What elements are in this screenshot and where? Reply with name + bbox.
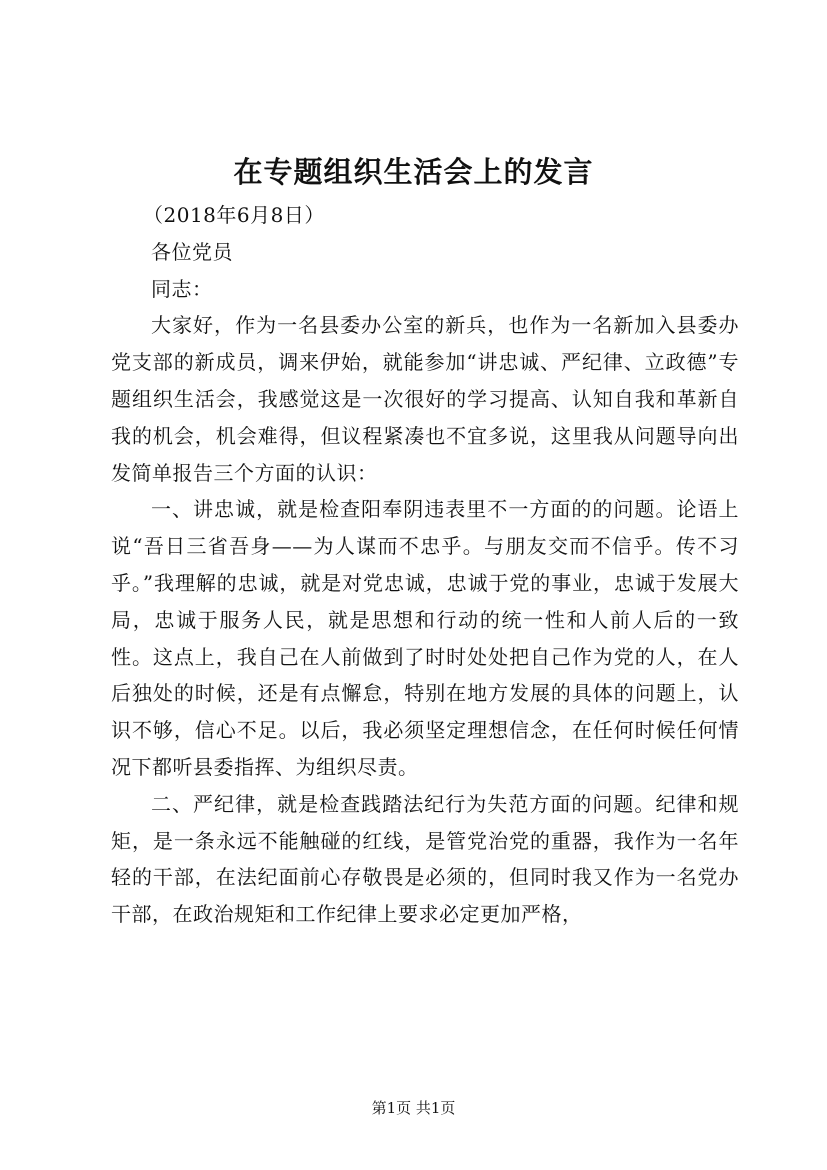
body-paragraph: 大家好，作为一名县委办公室的新兵，也作为一名新加入县委办党支部的新成员，调来伊始，就能参加“讲忠诚、严纪律、立政德”专题组织生活会，我感觉这是一次很好的学习提高、认知自我和革新自我的机会，机会难得，但议程紧凑也不宜多说，这里我从问题导向出发简单报告三个方面的认识： xyxy=(111,313,739,485)
body-paragraph: 一、讲忠诚，就是检查阳奉阴违表里不一方面的的问题。论语上说“吾日三省吾身——为人谋而不忠乎。与朋友交而不信乎。传不习乎。”我理解的忠诚，就是对党忠诚，忠诚于党的事业，忠诚于发展大局，忠诚于服务人民，就是思想和行动的统一性和人前人后的一致性。这点上，我自己在人前做到了时时处处把自己作为党的人，在人后独处的时候，还是有点懈怠，特别在地方发展的具体的问题上，认识不够，信心不足。以后，我必须坚定理想信念，在任何时候任何情况下都听县委指挥、为组织尽责。 xyxy=(111,497,739,779)
date-line: （2018年6月8日） xyxy=(143,203,325,227)
salutation-line-2: 同志： xyxy=(151,276,213,301)
body-paragraph: 二、严纪律，就是检查践踏法纪行为失范方面的问题。纪律和规矩，是一条永远不能触碰的红线，是管党治党的重器，我作为一名年轻的干部，在法纪面前心存敬畏是必须的，但同时我又作为一名党办干部，在政治规矩和工作纪律上要求必定更加严格， xyxy=(111,791,739,927)
salutation-line-1: 各位党员 xyxy=(151,239,233,264)
document-title: 在专题组织生活会上的发言 xyxy=(233,155,594,189)
page-footer: 第1页 共1页 xyxy=(371,1099,456,1117)
document-body xyxy=(111,197,739,933)
